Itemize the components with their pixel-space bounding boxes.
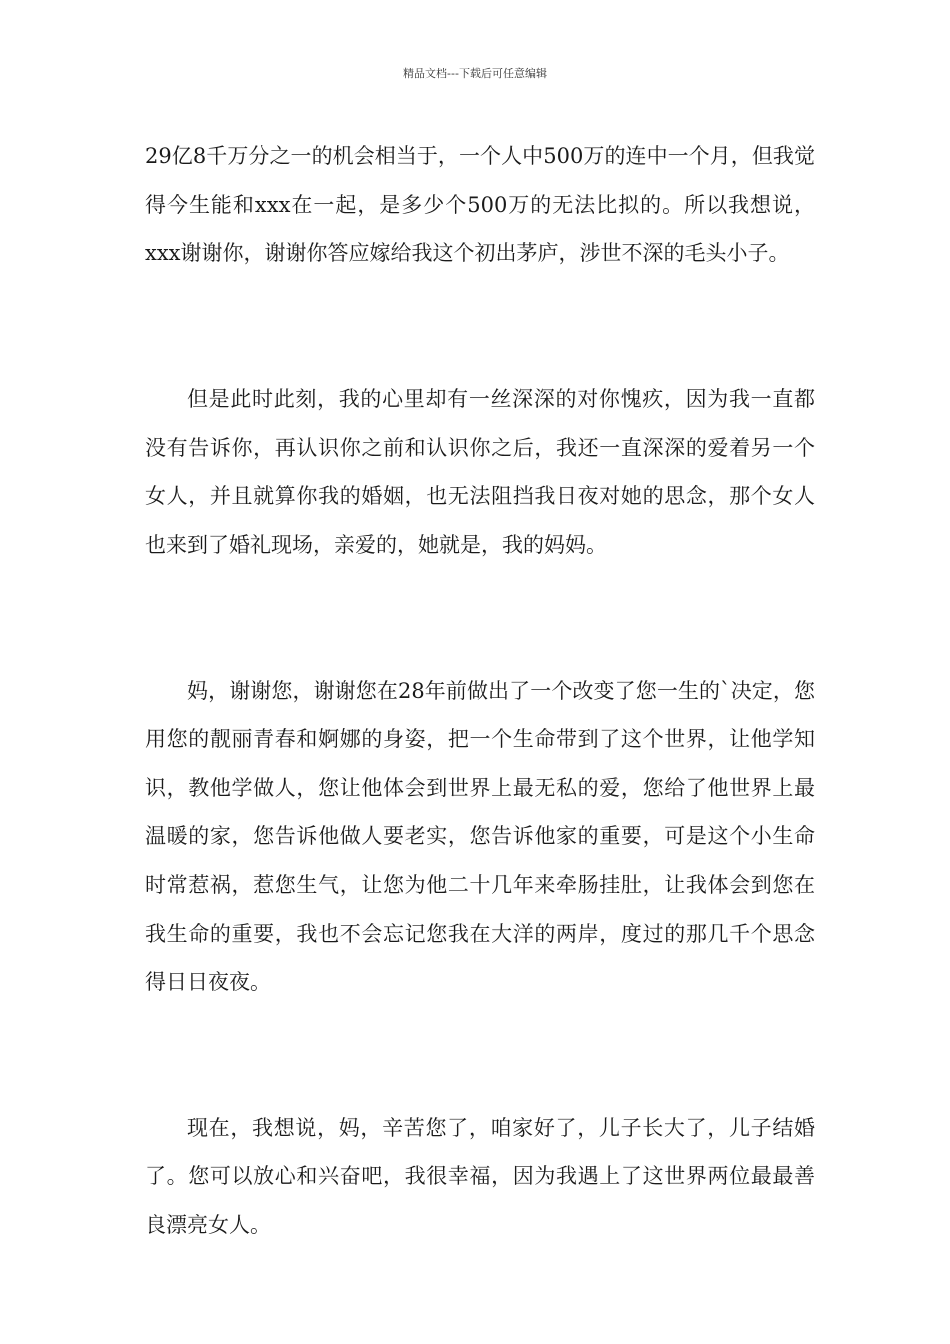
paragraph-2: 但是此时此刻，我的心里却有一丝深深的对你愧疚，因为我一直都没有告诉你，再认识你之前和认识你之后，我还一直深深的爱着另一个女人，并且就算你我的婚姻，也无法阻挡我日夜对她的思念，那个女人也来到了婚礼现场，亲爱的，她就是，我的妈妈。 xyxy=(145,386,815,557)
paragraph-spacer xyxy=(145,278,815,327)
document-body xyxy=(145,132,815,1250)
paragraph-spacer xyxy=(145,1055,815,1104)
page-header: 精品文档---下载后可任意编辑 xyxy=(403,67,547,80)
paragraph-1: 29亿8千万分之一的机会相当于，一个人中500万的连中一个月，但我觉得今生能和xxx在一起，是多少个500万的无法比拟的。所以我想说，xxx谢谢你，谢谢你答应嫁给我这个初出茅庐，涉世不深的毛头小子。 xyxy=(145,144,815,266)
paragraph-3: 妈，谢谢您，谢谢您在28年前做出了一个改变了您一生的`决定，您用您的靓丽青春和婀娜的身姿，把一个生命带到了这个世界，让他学知识，教他学做人，您让他体会到世界上最无私的爱，您给了他世界上最温暖的家，您告诉他做人要老实，您告诉他家的重要，可是这个小生命时常惹祸，惹您生气，让您为他二十几年来牵肠挂肚，让我体会到您在我生命的重要，我也不会忘记您我在大洋的两岸，度过的那几千个思念得日日夜夜。 xyxy=(145,678,815,995)
paragraph-spacer xyxy=(145,569,815,618)
paragraph-spacer xyxy=(145,326,815,375)
paragraph-spacer xyxy=(145,1007,815,1056)
paragraph-spacer xyxy=(145,618,815,667)
paragraph-4: 现在，我想说，妈，辛苦您了，咱家好了，儿子长大了，儿子结婚了。您可以放心和兴奋吧，我很幸福，因为我遇上了这世界两位最最善良漂亮女人。 xyxy=(145,1115,815,1238)
